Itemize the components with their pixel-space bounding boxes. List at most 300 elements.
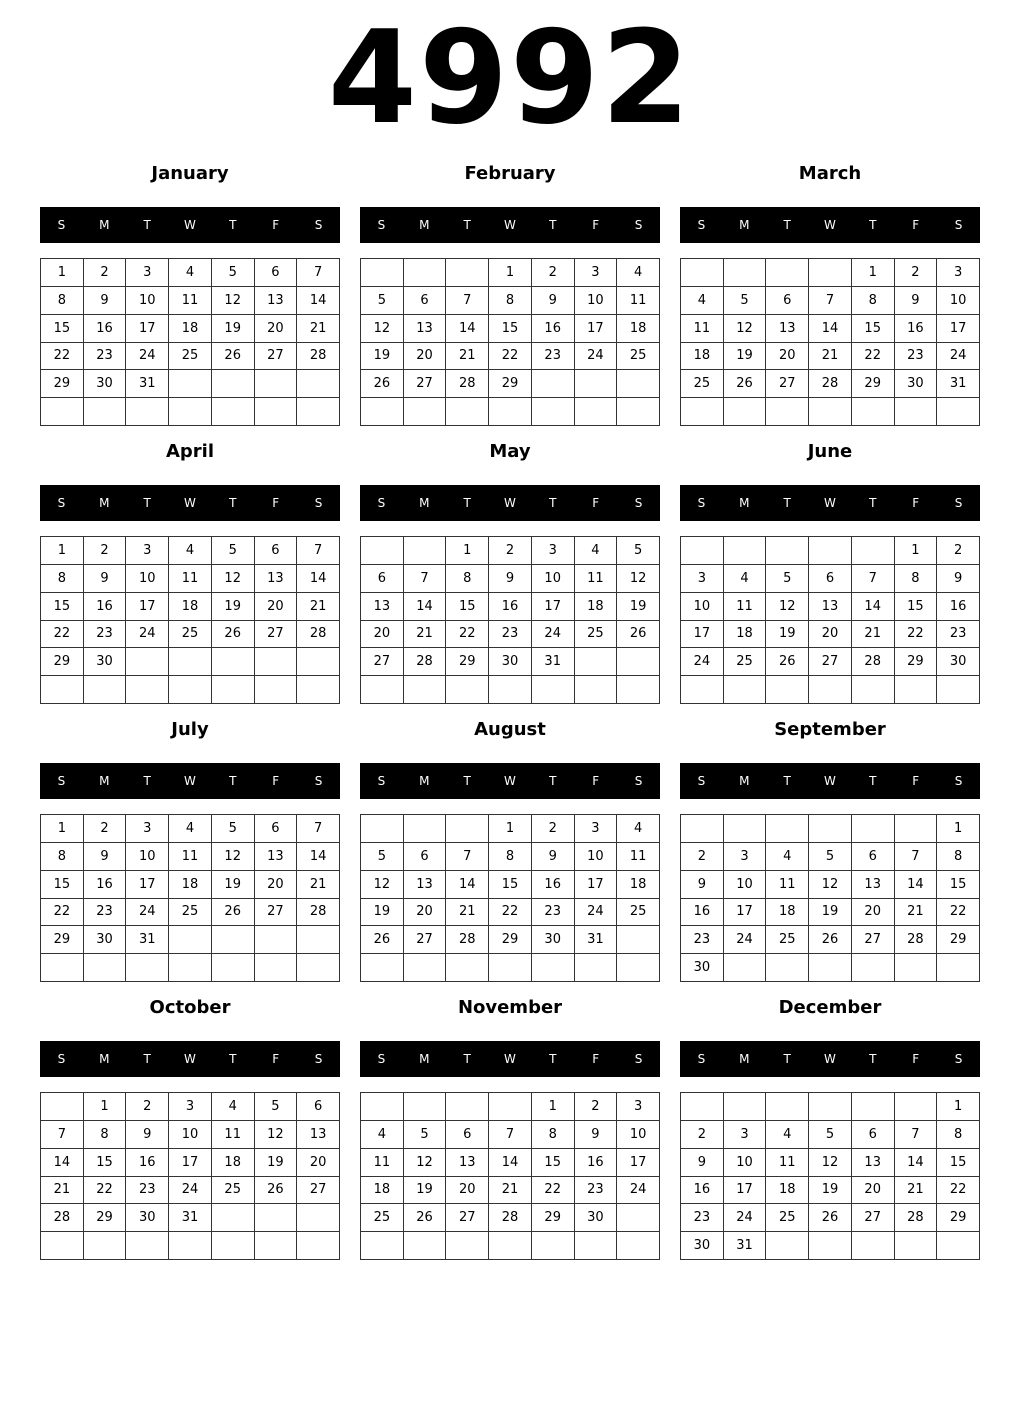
day-cell: 31 [724, 1232, 767, 1260]
day-cell: 29 [937, 926, 980, 954]
day-cell: 29 [41, 926, 84, 954]
day-cell: 15 [41, 871, 84, 899]
day-cell: 2 [126, 1093, 169, 1121]
day-cell: 19 [404, 1177, 447, 1205]
empty-cell [212, 676, 255, 704]
day-cell: 27 [404, 370, 447, 398]
day-cell: 27 [361, 648, 404, 676]
day-cell: 20 [446, 1177, 489, 1205]
empty-cell [446, 815, 489, 843]
weekday-label: M [739, 1052, 750, 1066]
day-cell: 1 [852, 259, 895, 287]
empty-cell [937, 676, 980, 704]
day-cell: 11 [169, 287, 212, 315]
day-cell: 6 [766, 287, 809, 315]
day-cell: 24 [575, 899, 618, 927]
day-cell: 18 [361, 1177, 404, 1205]
day-cell: 16 [489, 593, 532, 621]
day-cell: 13 [766, 315, 809, 343]
day-grid [40, 536, 340, 704]
day-cell: 23 [532, 899, 575, 927]
day-cell: 20 [255, 315, 298, 343]
empty-cell [41, 398, 84, 426]
day-cell: 10 [126, 843, 169, 871]
empty-cell [297, 1204, 340, 1232]
day-cell: 18 [169, 593, 212, 621]
weekday-label: T [549, 774, 557, 788]
weekday-label: W [824, 1052, 836, 1066]
day-cell: 7 [297, 815, 340, 843]
weekday-header-bar [680, 1041, 980, 1077]
weekday-label: T [229, 774, 237, 788]
day-cell: 23 [937, 621, 980, 649]
day-cell: 18 [212, 1149, 255, 1177]
day-cell: 10 [532, 565, 575, 593]
empty-cell [809, 676, 852, 704]
day-cell: 9 [532, 287, 575, 315]
day-cell: 30 [937, 648, 980, 676]
day-cell: 16 [84, 315, 127, 343]
day-cell: 24 [532, 621, 575, 649]
day-cell: 2 [681, 843, 724, 871]
day-grid [680, 258, 980, 426]
empty-cell [617, 926, 660, 954]
day-grid [680, 536, 980, 704]
day-cell: 16 [575, 1149, 618, 1177]
empty-cell [852, 815, 895, 843]
day-cell: 15 [446, 593, 489, 621]
day-cell: 23 [895, 343, 938, 371]
weekday-label: S [697, 218, 706, 232]
day-cell: 1 [937, 1093, 980, 1121]
empty-cell [852, 954, 895, 982]
day-cell: 20 [297, 1149, 340, 1177]
day-cell: 8 [489, 843, 532, 871]
day-cell: 11 [766, 871, 809, 899]
weekday-label: S [57, 1052, 66, 1066]
empty-cell [681, 1093, 724, 1121]
weekday-label: F [592, 218, 600, 232]
empty-cell [532, 1232, 575, 1260]
day-cell: 3 [532, 537, 575, 565]
day-cell: 4 [169, 537, 212, 565]
empty-cell [937, 954, 980, 982]
weekday-label: S [634, 496, 643, 510]
day-cell: 16 [532, 315, 575, 343]
empty-cell [404, 1093, 447, 1121]
day-cell: 6 [255, 815, 298, 843]
weekday-label: M [419, 218, 430, 232]
day-grid [680, 814, 980, 982]
day-cell: 2 [84, 259, 127, 287]
month-name: January [151, 163, 229, 184]
empty-cell [809, 1232, 852, 1260]
day-grid [360, 1092, 660, 1260]
day-cell: 22 [489, 899, 532, 927]
empty-cell [212, 954, 255, 982]
day-cell: 25 [766, 1204, 809, 1232]
day-cell: 31 [126, 926, 169, 954]
empty-cell [84, 398, 127, 426]
day-cell: 28 [297, 343, 340, 371]
day-cell: 9 [84, 565, 127, 593]
weekday-label: S [634, 218, 643, 232]
empty-cell [361, 537, 404, 565]
weekday-label: M [99, 1052, 110, 1066]
weekday-label: T [463, 218, 471, 232]
day-cell: 16 [937, 593, 980, 621]
day-cell: 16 [84, 871, 127, 899]
day-grid [360, 814, 660, 982]
empty-cell [681, 537, 724, 565]
empty-cell [297, 676, 340, 704]
day-cell: 7 [852, 565, 895, 593]
weekday-label: W [184, 1052, 196, 1066]
day-cell: 17 [575, 871, 618, 899]
day-cell: 23 [532, 343, 575, 371]
day-cell: 19 [766, 621, 809, 649]
day-cell: 4 [766, 1121, 809, 1149]
empty-cell [446, 954, 489, 982]
month-name: December [778, 997, 882, 1018]
day-cell: 22 [41, 899, 84, 927]
empty-cell [724, 259, 767, 287]
day-cell: 15 [489, 871, 532, 899]
day-cell: 22 [446, 621, 489, 649]
day-cell: 8 [446, 565, 489, 593]
day-cell: 26 [255, 1177, 298, 1205]
day-cell: 5 [361, 287, 404, 315]
day-cell: 6 [361, 565, 404, 593]
day-cell: 29 [937, 1204, 980, 1232]
weekday-label: S [697, 1052, 706, 1066]
day-cell: 16 [532, 871, 575, 899]
day-cell: 19 [617, 593, 660, 621]
day-cell: 3 [617, 1093, 660, 1121]
empty-cell [681, 398, 724, 426]
day-cell: 31 [575, 926, 618, 954]
empty-cell [532, 370, 575, 398]
empty-cell [212, 370, 255, 398]
day-cell: 5 [212, 259, 255, 287]
weekday-label: S [314, 1052, 323, 1066]
day-cell: 10 [126, 287, 169, 315]
day-grid [40, 814, 340, 982]
day-cell: 14 [809, 315, 852, 343]
empty-cell [895, 1232, 938, 1260]
empty-cell [489, 954, 532, 982]
day-cell: 29 [41, 370, 84, 398]
empty-cell [532, 954, 575, 982]
day-cell: 19 [361, 343, 404, 371]
day-cell: 3 [126, 537, 169, 565]
day-cell: 2 [84, 537, 127, 565]
day-cell: 28 [297, 899, 340, 927]
empty-cell [404, 815, 447, 843]
day-cell: 19 [212, 315, 255, 343]
day-cell: 15 [895, 593, 938, 621]
empty-cell [766, 398, 809, 426]
day-cell: 13 [297, 1121, 340, 1149]
day-cell: 21 [489, 1177, 532, 1205]
empty-cell [126, 954, 169, 982]
day-cell: 20 [255, 593, 298, 621]
weekday-label: T [463, 1052, 471, 1066]
day-cell: 30 [681, 1232, 724, 1260]
weekday-label: S [314, 496, 323, 510]
day-cell: 8 [937, 1121, 980, 1149]
day-cell: 23 [84, 899, 127, 927]
day-cell: 21 [404, 621, 447, 649]
day-cell: 17 [681, 621, 724, 649]
day-cell: 23 [575, 1177, 618, 1205]
day-cell: 5 [212, 815, 255, 843]
day-cell: 10 [575, 287, 618, 315]
day-cell: 11 [617, 287, 660, 315]
weekday-label: S [314, 218, 323, 232]
day-cell: 25 [617, 343, 660, 371]
weekday-label: S [634, 1052, 643, 1066]
empty-cell [724, 676, 767, 704]
weekday-label: W [504, 218, 516, 232]
empty-cell [724, 954, 767, 982]
day-cell: 13 [255, 843, 298, 871]
day-cell: 5 [724, 287, 767, 315]
day-cell: 30 [84, 926, 127, 954]
day-cell: 14 [446, 871, 489, 899]
empty-cell [361, 1093, 404, 1121]
day-cell: 28 [489, 1204, 532, 1232]
day-cell: 26 [809, 1204, 852, 1232]
day-cell: 26 [212, 343, 255, 371]
day-cell: 20 [766, 343, 809, 371]
day-cell: 1 [41, 815, 84, 843]
day-cell: 21 [297, 315, 340, 343]
day-cell: 19 [361, 899, 404, 927]
day-cell: 4 [617, 815, 660, 843]
empty-cell [84, 954, 127, 982]
empty-cell [617, 954, 660, 982]
day-cell: 1 [446, 537, 489, 565]
empty-cell [126, 676, 169, 704]
day-cell: 4 [681, 287, 724, 315]
empty-cell [212, 1204, 255, 1232]
day-cell: 6 [446, 1121, 489, 1149]
day-cell: 13 [809, 593, 852, 621]
empty-cell [724, 1093, 767, 1121]
weekday-label: T [783, 774, 791, 788]
day-cell: 14 [489, 1149, 532, 1177]
weekday-header-bar [40, 207, 340, 243]
empty-cell [575, 398, 618, 426]
day-cell: 14 [297, 287, 340, 315]
day-cell: 3 [169, 1093, 212, 1121]
weekday-label: T [549, 218, 557, 232]
day-cell: 17 [126, 593, 169, 621]
day-cell: 10 [126, 565, 169, 593]
day-cell: 18 [681, 343, 724, 371]
day-grid [40, 258, 340, 426]
day-cell: 1 [937, 815, 980, 843]
weekday-header-bar [40, 1041, 340, 1077]
day-cell: 15 [41, 315, 84, 343]
day-cell: 9 [84, 843, 127, 871]
weekday-label: F [912, 1052, 920, 1066]
day-cell: 2 [937, 537, 980, 565]
day-cell: 15 [532, 1149, 575, 1177]
day-cell: 22 [852, 343, 895, 371]
day-cell: 28 [404, 648, 447, 676]
empty-cell [681, 259, 724, 287]
day-cell: 6 [255, 259, 298, 287]
empty-cell [212, 1232, 255, 1260]
day-cell: 7 [446, 287, 489, 315]
day-cell: 11 [575, 565, 618, 593]
weekday-label: T [549, 496, 557, 510]
day-cell: 7 [446, 843, 489, 871]
day-cell: 26 [361, 370, 404, 398]
day-cell: 29 [84, 1204, 127, 1232]
day-cell: 9 [681, 871, 724, 899]
empty-cell [297, 648, 340, 676]
day-cell: 11 [681, 315, 724, 343]
empty-cell [575, 954, 618, 982]
day-cell: 20 [852, 1177, 895, 1205]
day-cell: 14 [41, 1149, 84, 1177]
weekday-label: M [739, 774, 750, 788]
empty-cell [852, 537, 895, 565]
empty-cell [169, 648, 212, 676]
weekday-label: W [184, 774, 196, 788]
day-cell: 6 [255, 537, 298, 565]
day-cell: 10 [681, 593, 724, 621]
weekday-label: S [954, 496, 963, 510]
day-cell: 5 [809, 843, 852, 871]
weekday-label: M [419, 496, 430, 510]
day-cell: 16 [126, 1149, 169, 1177]
day-cell: 12 [361, 871, 404, 899]
weekday-label: S [954, 218, 963, 232]
empty-cell [255, 1204, 298, 1232]
empty-cell [446, 398, 489, 426]
day-cell: 1 [895, 537, 938, 565]
empty-cell [724, 815, 767, 843]
day-cell: 8 [489, 287, 532, 315]
empty-cell [297, 398, 340, 426]
day-cell: 6 [852, 843, 895, 871]
empty-cell [809, 1093, 852, 1121]
day-cell: 26 [404, 1204, 447, 1232]
empty-cell [446, 259, 489, 287]
day-cell: 7 [895, 843, 938, 871]
day-cell: 17 [617, 1149, 660, 1177]
day-cell: 20 [809, 621, 852, 649]
empty-cell [937, 1232, 980, 1260]
weekday-header-bar [680, 763, 980, 799]
empty-cell [575, 1232, 618, 1260]
day-cell: 27 [404, 926, 447, 954]
day-cell: 22 [41, 343, 84, 371]
weekday-label: T [143, 496, 151, 510]
day-cell: 26 [766, 648, 809, 676]
day-cell: 18 [766, 1177, 809, 1205]
day-cell: 3 [724, 1121, 767, 1149]
day-cell: 17 [126, 871, 169, 899]
day-cell: 6 [297, 1093, 340, 1121]
day-cell: 1 [532, 1093, 575, 1121]
day-cell: 4 [724, 565, 767, 593]
day-cell: 11 [766, 1149, 809, 1177]
empty-cell [404, 1232, 447, 1260]
day-cell: 5 [809, 1121, 852, 1149]
day-cell: 29 [489, 370, 532, 398]
weekday-label: S [57, 218, 66, 232]
day-cell: 4 [361, 1121, 404, 1149]
day-cell: 21 [297, 871, 340, 899]
day-cell: 12 [809, 871, 852, 899]
empty-cell [297, 370, 340, 398]
day-cell: 13 [361, 593, 404, 621]
day-cell: 23 [489, 621, 532, 649]
day-cell: 9 [681, 1149, 724, 1177]
month-name: June [807, 441, 853, 462]
day-cell: 9 [937, 565, 980, 593]
day-cell: 25 [169, 621, 212, 649]
day-cell: 15 [489, 315, 532, 343]
empty-cell [766, 954, 809, 982]
day-cell: 8 [852, 287, 895, 315]
weekday-label: T [869, 218, 877, 232]
weekday-label: T [549, 1052, 557, 1066]
weekday-label: T [229, 496, 237, 510]
day-cell: 23 [681, 1204, 724, 1232]
day-cell: 25 [575, 621, 618, 649]
empty-cell [724, 537, 767, 565]
empty-cell [255, 954, 298, 982]
day-grid [680, 1092, 980, 1260]
day-cell: 2 [575, 1093, 618, 1121]
day-cell: 24 [169, 1177, 212, 1205]
day-cell: 2 [532, 259, 575, 287]
day-cell: 27 [446, 1204, 489, 1232]
day-cell: 29 [446, 648, 489, 676]
weekday-label: F [272, 218, 280, 232]
day-cell: 27 [809, 648, 852, 676]
day-cell: 25 [169, 343, 212, 371]
weekday-label: F [272, 1052, 280, 1066]
empty-cell [126, 1232, 169, 1260]
empty-cell [361, 815, 404, 843]
empty-cell [575, 676, 618, 704]
empty-cell [255, 370, 298, 398]
weekday-label: T [869, 1052, 877, 1066]
weekday-label: T [463, 496, 471, 510]
day-cell: 1 [41, 537, 84, 565]
empty-cell [446, 1232, 489, 1260]
day-cell: 27 [297, 1177, 340, 1205]
empty-cell [617, 1204, 660, 1232]
weekday-label: T [463, 774, 471, 788]
day-cell: 3 [126, 259, 169, 287]
day-cell: 11 [361, 1149, 404, 1177]
empty-cell [361, 1232, 404, 1260]
empty-cell [895, 676, 938, 704]
day-cell: 21 [297, 593, 340, 621]
day-cell: 19 [809, 1177, 852, 1205]
empty-cell [809, 537, 852, 565]
weekday-label: T [229, 1052, 237, 1066]
day-cell: 18 [617, 315, 660, 343]
